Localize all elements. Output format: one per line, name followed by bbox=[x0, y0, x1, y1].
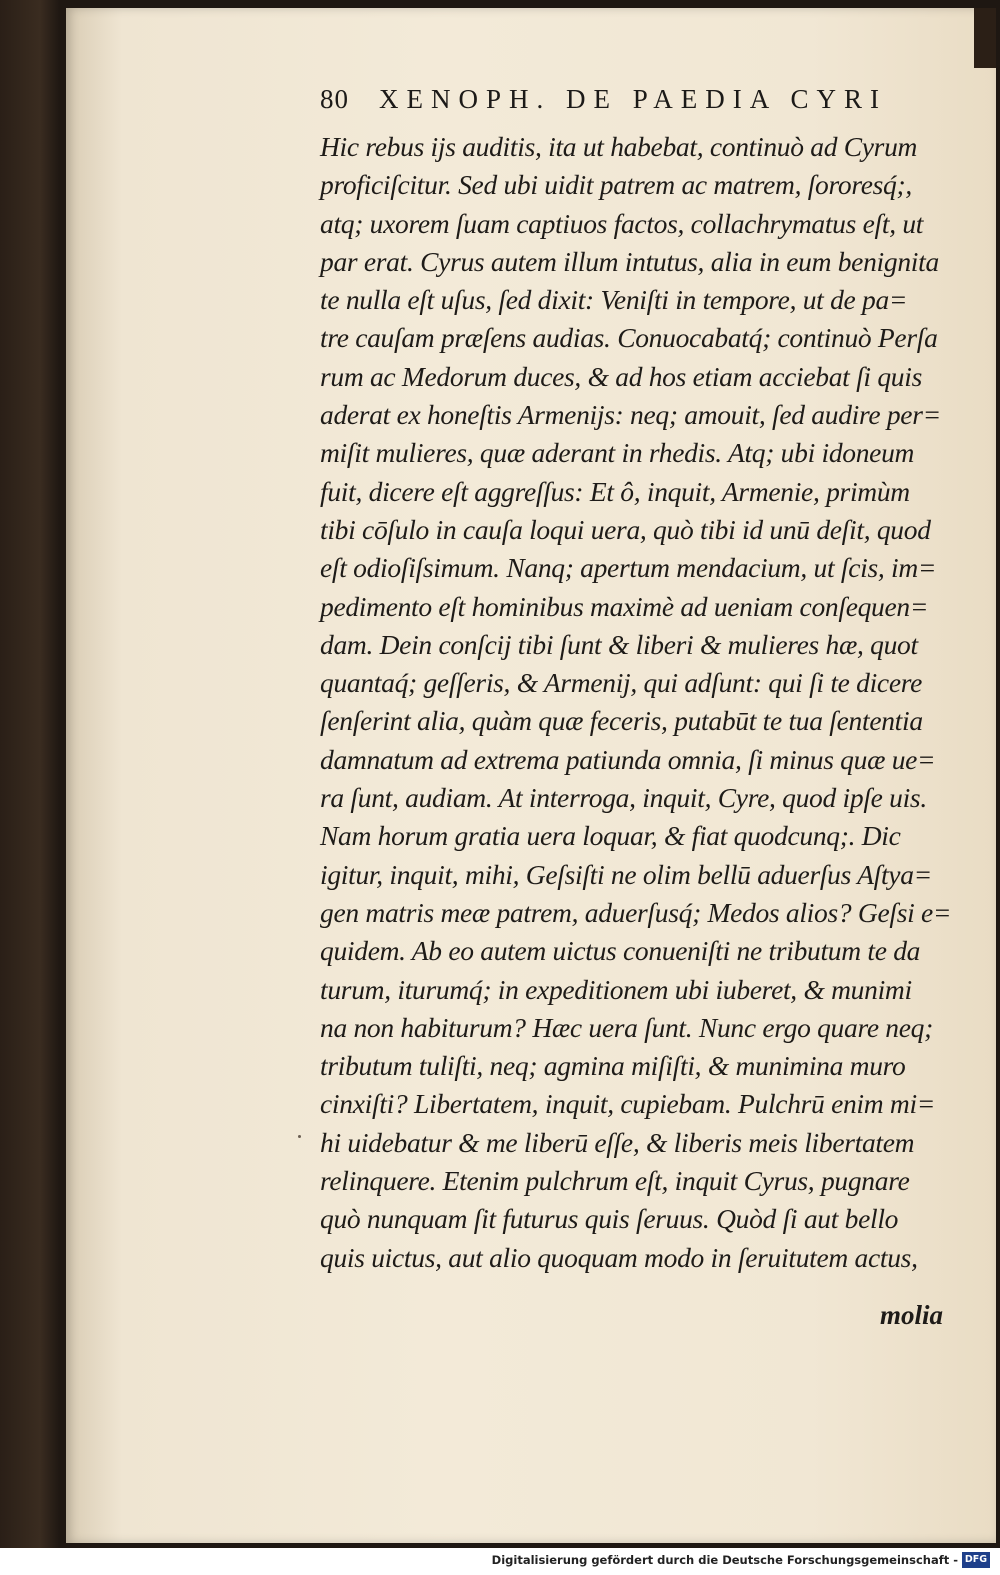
funding-notice: Digitalisierung gefördert durch die Deutsche Forschungsgemeinschaft - bbox=[491, 1553, 958, 1567]
text-line: te nulla eſt uſus, ſed dixit: Veniſti in tempore, ut de pa= bbox=[320, 284, 908, 316]
text-line: ra ſunt, audiam. At interroga, inquit, Cyre, quod ipſe uis. bbox=[320, 782, 927, 814]
text-line: turum, iturumq́; in expeditionem ubi iuberet, & munimi bbox=[320, 973, 912, 1005]
text-line: cinxiſti? Libertatem, inquit, cupiebam. Pulchrū enim mi= bbox=[320, 1088, 936, 1120]
running-head bbox=[320, 84, 940, 124]
text-line: gen matris meæ patrem, aduerſusq́; Medos alios? Geſsi e= bbox=[320, 896, 952, 928]
text-line: tre cauſam præſens audias. Conuocabatq́; continuò Perſa bbox=[320, 322, 938, 354]
text-line: quidem. Ab eo autem uictus conueniſti ne tributum te da bbox=[320, 935, 921, 967]
text-line: Nam horum gratia uera loquar, & fiat quodcunq;. Dic bbox=[320, 820, 901, 852]
text-line: tributum tuliſti, neq; agmina miſiſti, & munimina muro bbox=[320, 1050, 906, 1082]
text-line: hi uidebatur & me liberū eſſe, & liberis meis libertatem bbox=[320, 1126, 915, 1158]
running-title: XENOPH. DE PAEDIA CYRI bbox=[379, 84, 888, 114]
text-line: fuit, dicere eſt aggreſſus: Et ô, inquit, Armenie, primùm bbox=[320, 475, 910, 507]
text-line: quò nunquam ſit futurus quis ſeruus. Quòd ſi aut bello bbox=[320, 1203, 899, 1235]
text-line: proficiſcitur. Sed ubi uidit patrem ac matrem, ſororesq́;, bbox=[320, 169, 912, 201]
text-line: atq; uxorem ſuam captiuos factos, collachrymatus eſt, ut bbox=[320, 207, 924, 239]
text-line: Hic rebus ijs auditis, ita ut habebat, continuò ad Cyrum bbox=[320, 131, 918, 162]
dfg-logo-icon: DFG bbox=[962, 1552, 990, 1568]
text-line: rum ac Medorum duces, & ad hos etiam acciebat ſi quis bbox=[320, 360, 922, 392]
text-line: aderat ex honeſtis Armenijs: neq; amouit, ſed audire per= bbox=[320, 399, 941, 431]
book-edge bbox=[974, 8, 996, 68]
text-line: igitur, inquit, mihi, Geſsiſti ne olim bellū aduerſus Aſtya= bbox=[320, 858, 932, 890]
text-line: ſenſerint alia, quàm quæ feceris, putabūt te tua ſententia bbox=[320, 705, 923, 737]
ink-speck bbox=[298, 1135, 301, 1138]
text-line: quis uictus, aut alio quoquam modo in ſeruitutem actus, bbox=[320, 1241, 918, 1273]
text-block bbox=[320, 128, 970, 1277]
text-line: pedimento eſt hominibus maximè ad ueniam conſequen= bbox=[320, 590, 929, 622]
text-line: quantaq́; geſſeris, & Armenij, qui adſunt: qui ſi te dicere bbox=[320, 667, 923, 699]
text-line: damnatum ad extrema patiunda omnia, ſi minus quæ ue= bbox=[320, 743, 936, 775]
text-line: tibi cōſulo in cauſa loqui uera, quò tibi id unū deſit, quod bbox=[320, 513, 931, 545]
text-line: relinquere. Etenim pulchrum eſt, inquit Cyrus, pugnare bbox=[320, 1165, 910, 1197]
text-line: dam. Dein conſcij tibi ſunt & liberi & mulieres hæ, quot bbox=[320, 628, 918, 660]
catchword: molia bbox=[880, 1300, 944, 1330]
text-line: eſt odioſiſsimum. Nanq; apertum mendacium, ut ſcis, im= bbox=[320, 552, 937, 584]
page-number: 80 bbox=[320, 84, 349, 114]
text-line: par erat. Cyrus autem illum intutus, alia in eum benignita bbox=[320, 245, 939, 277]
text-line: na non habiturum? Hæc uera ſunt. Nunc ergo quare neq; bbox=[320, 1011, 933, 1043]
text-line: miſit mulieres, quæ aderant in rhedis. Atq; ubi idoneum bbox=[320, 437, 915, 469]
